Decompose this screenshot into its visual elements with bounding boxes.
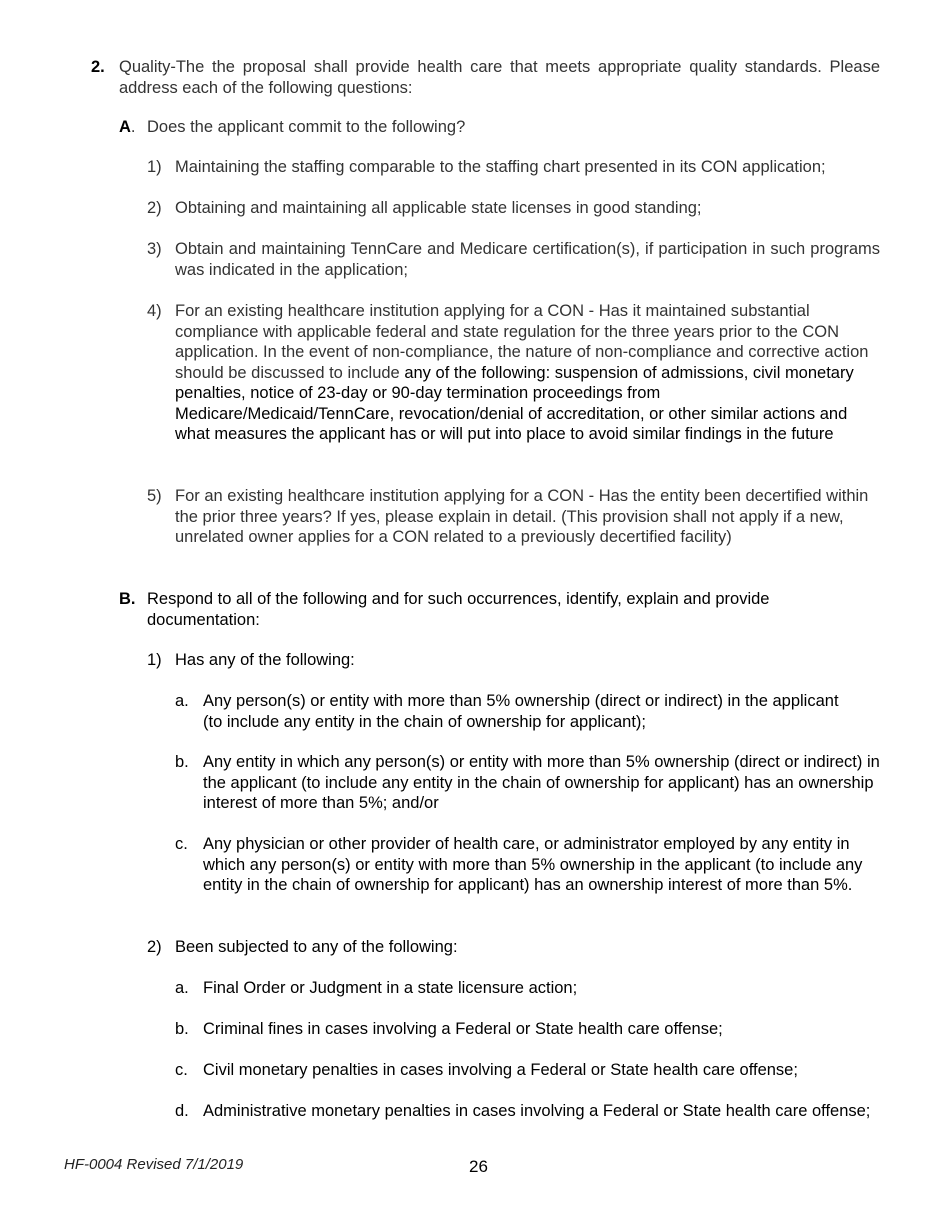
list-text: Obtaining and maintaining all applicable state licenses in good standing; (175, 199, 702, 217)
list-item (147, 157, 880, 178)
list-item (147, 486, 880, 548)
list-number: 4) (147, 302, 162, 320)
sub-list-item (175, 752, 880, 814)
list-text: Been subjected to any of the following: (175, 938, 458, 956)
sub-list-letter: c. (175, 1061, 188, 1079)
sub-list-text: Civil monetary penalties in cases involving a Federal or State health care offense; (203, 1061, 798, 1079)
list-number: 5) (147, 487, 162, 505)
sub-list-letter: a. (175, 979, 189, 997)
list-text: For an existing healthcare institution applying for a CON - Has it maintained substantial compliance with applicable federal and state regulation for the three years prior to the CON application. In the event of non-compliance, the nature of non-compliance and corrective action should be discussed to include any of the following: suspension of admissions, civil monetary penalties, notice of 23-day or 90-day termination proceedings from Medicare/Medicaid/TennCare, revocation/denial of accreditation, or other similar actions and what measures the applicant has or will put into place to avoid similar findings in the future (175, 302, 869, 443)
sub-list-item (175, 1101, 875, 1122)
sub-list-text: Administrative monetary penalties in cases involving a Federal or State health care offense; (203, 1102, 871, 1120)
list-item (147, 198, 880, 219)
list-text: Obtain and maintaining TennCare and Medicare certification(s), if participation in such programs was indicated in the application; (175, 240, 880, 279)
sub-list-text: Final Order or Judgment in a state licensure action; (203, 979, 578, 997)
sub-list-item (175, 834, 870, 896)
sub-list-item (175, 1019, 880, 1040)
section-b-heading (119, 589, 839, 630)
sub-list-text: Any person(s) or entity with more than 5% ownership (direct or indirect) in the applicant (to include any entity in the chain of ownership for applicant); (203, 692, 839, 731)
list-number: 3) (147, 240, 162, 258)
list-item (147, 239, 880, 280)
list-text: Maintaining the staffing comparable to the staffing chart presented in its CON application; (175, 158, 826, 176)
sub-list-letter: b. (175, 753, 189, 771)
section-a-label: A. (119, 118, 136, 136)
sub-list-item (175, 1060, 880, 1081)
sub-list-letter: b. (175, 1020, 189, 1038)
question-2 (91, 57, 880, 98)
sub-list-item (175, 691, 845, 732)
page-number: 26 (469, 1157, 488, 1176)
list-item (147, 301, 880, 445)
list-number: 2) (147, 938, 162, 956)
sub-list-item (175, 978, 880, 999)
sub-list-letter: c. (175, 835, 188, 853)
list-text: Has any of the following: (175, 651, 355, 669)
question-number: 2. (91, 58, 105, 76)
question-text: Quality-The the proposal shall provide health care that meets appropriate quality standards. Please address each of the following questions: (119, 58, 880, 97)
form-revision-label: HF-0004 Revised 7/1/2019 (64, 1156, 244, 1173)
section-a-text: Does the applicant commit to the following? (147, 118, 466, 136)
sub-list-text: Criminal fines in cases involving a Federal or State health care offense; (203, 1020, 723, 1038)
sub-list-text: Any entity in which any person(s) or entity with more than 5% ownership (direct or indirect) in the applicant (to include any entity in the chain of ownership for applicant) has an ownership interest of more than 5%; and/or (203, 753, 880, 812)
list-item (147, 937, 880, 958)
sub-list-letter: d. (175, 1102, 189, 1120)
list-text: For an existing healthcare institution applying for a CON - Has the entity been decertified within the prior three years? If yes, please explain in detail. (This provision shall not apply if a new, unrelated owner applies for a CON related to a previously decertified facility) (175, 487, 869, 546)
section-b-text: Respond to all of the following and for such occurrences, identify, explain and provide documentation: (147, 590, 770, 629)
list-number: 1) (147, 158, 162, 176)
sub-list-text: Any physician or other provider of health care, or administrator employed by any entity in which any person(s) or entity with more than 5% ownership in the applicant (to include any entity in the chain of ownership for applicant) has an ownership interest of more than 5%. (203, 835, 863, 894)
list-item (147, 650, 880, 671)
list-number: 2) (147, 199, 162, 217)
section-a-heading (119, 117, 879, 138)
section-b-label: B. (119, 590, 136, 608)
list-number: 1) (147, 651, 162, 669)
sub-list-letter: a. (175, 692, 189, 710)
